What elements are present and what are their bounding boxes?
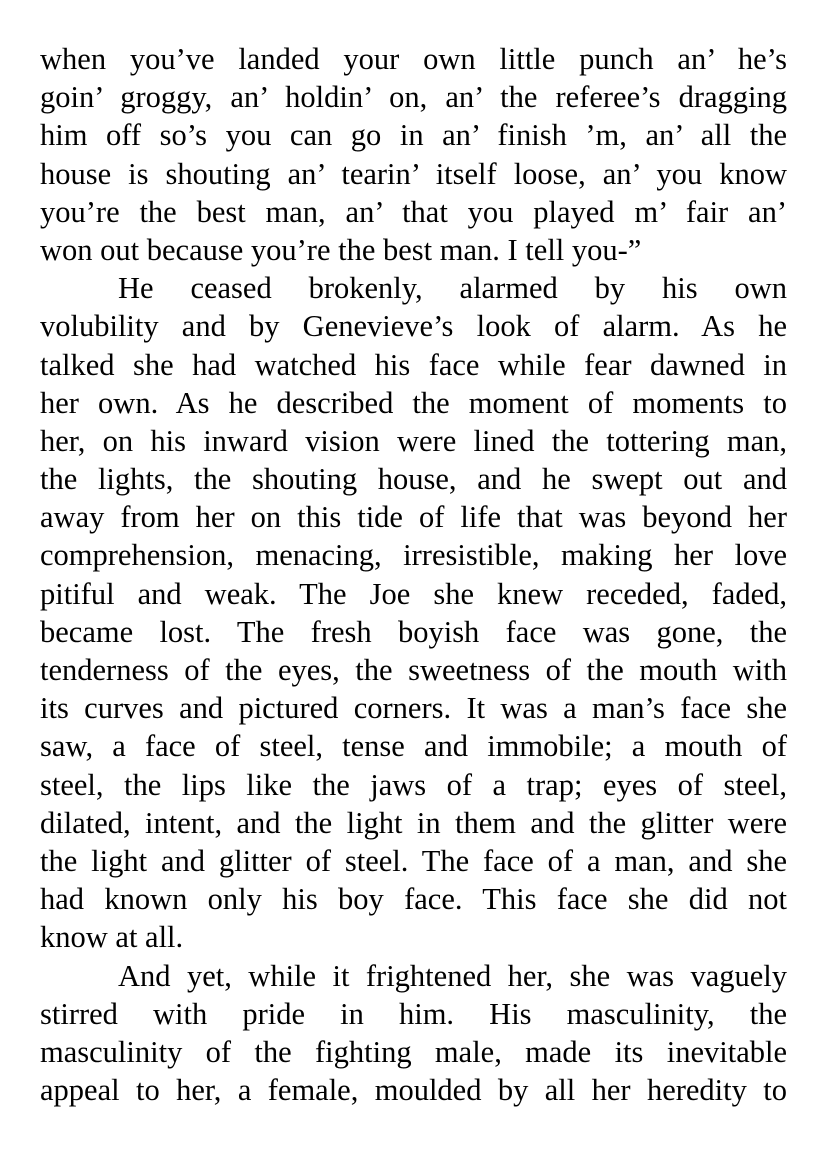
page-text [40, 40, 787, 1109]
text-line: dilated, intent, and the light in them and the glitter were [40, 805, 787, 840]
text-line: goin’ groggy, an’ holdin’ on, an’ the referee’s dragging [40, 80, 787, 115]
text-line: talked she had watched his face while fear dawned in [40, 347, 787, 382]
text-line: comprehension, menacing, irresistible, making her love [40, 538, 787, 573]
text-line: when you’ve landed your own little punch an’ he’s [40, 42, 787, 76]
text-line: saw, a face of steel, tense and immobile; a mouth of [40, 729, 787, 764]
text-line: became lost. The fresh boyish face was gone, the [40, 614, 787, 649]
text-line: pitiful and weak. The Joe she knew receded, faded, [40, 576, 787, 611]
text-line: had known only his boy face. This face she did not [40, 882, 787, 917]
text-line: He ceased brokenly, alarmed by his own [118, 271, 787, 306]
text-line: And yet, while it frightened her, she was vaguely [118, 958, 787, 993]
text-line: appeal to her, a female, moulded by all her heredity to [40, 1073, 787, 1108]
text-line: her own. As he described the moment of moments to [40, 385, 787, 420]
text-line: him off so’s you can go in an’ finish ’m, an’ all the [40, 118, 787, 153]
text-line: her, on his inward vision were lined the tottering man, [40, 423, 787, 458]
text-line: away from her on this tide of life that was beyond her [40, 500, 787, 535]
text-line: its curves and pictured corners. It was a man’s face she [40, 691, 787, 726]
text-line: house is shouting an’ tearin’ itself loose, an’ you know [40, 156, 787, 191]
text-line: stirred with pride in him. His masculinity, the [40, 996, 787, 1031]
text-line: know at all. [40, 920, 184, 955]
text-line: volubility and by Genevieve’s look of alarm. As he [40, 309, 787, 344]
text-line: masculinity of the fighting male, made its inevitable [40, 1034, 787, 1069]
paragraph-3 [40, 957, 787, 1110]
text-line: steel, the lips like the jaws of a trap; eyes of steel, [40, 767, 787, 802]
paragraph-1 [40, 40, 787, 269]
text-line: tenderness of the eyes, the sweetness of the mouth with [40, 653, 787, 687]
text-line: the lights, the shouting house, and he swept out and [40, 462, 787, 497]
paragraph-2 [40, 269, 787, 956]
text-line: won out because you’re the best man. I tell you-” [40, 232, 642, 267]
text-line: the light and glitter of steel. The face of a man, and she [40, 843, 787, 878]
text-line: you’re the best man, an’ that you played m’ fair an’ [40, 194, 787, 229]
